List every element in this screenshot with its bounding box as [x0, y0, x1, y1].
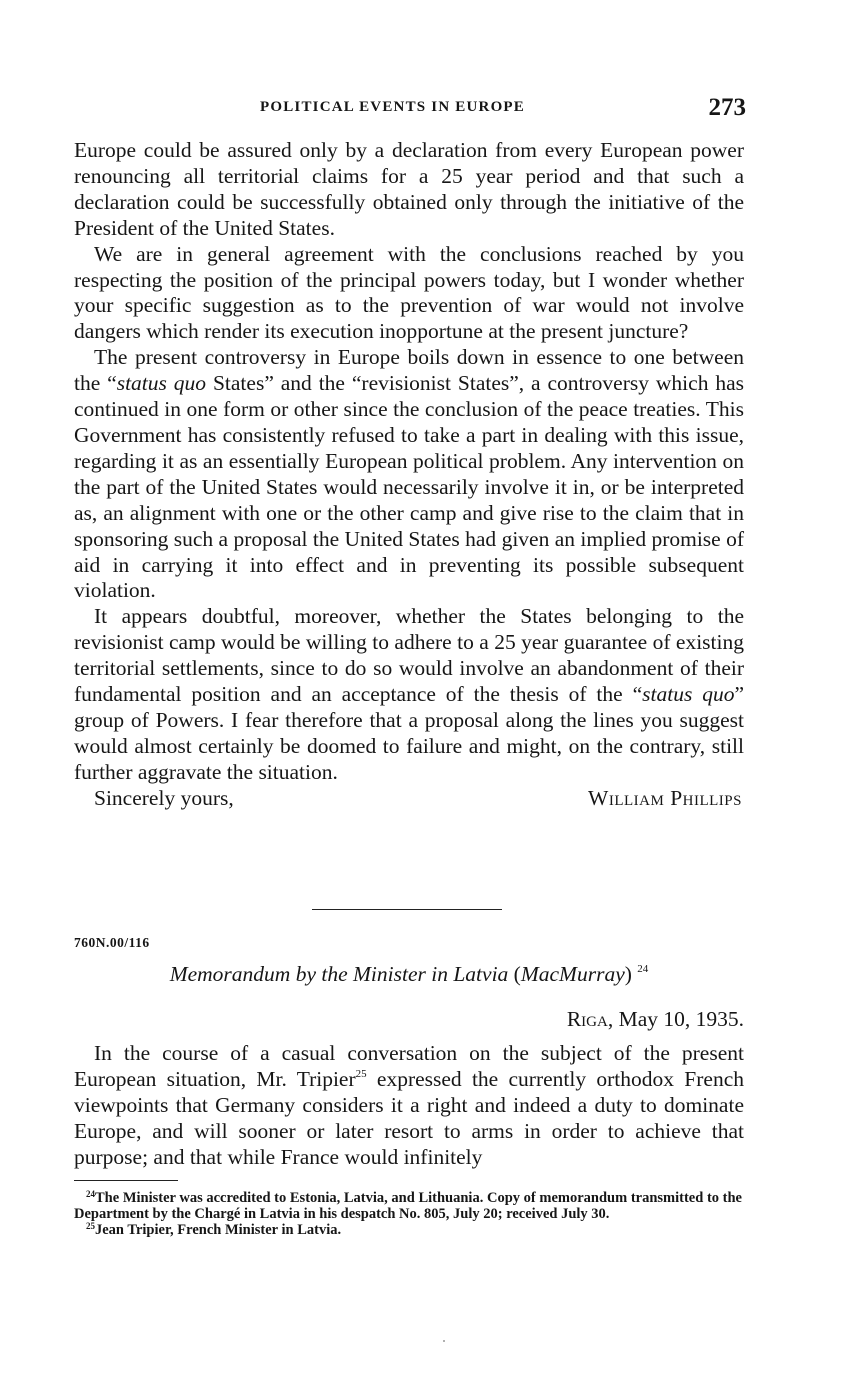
- date-city: Riga: [566, 1007, 608, 1031]
- page-header: [74, 94, 746, 122]
- page-number: 273: [708, 94, 746, 121]
- memo-title-paren-open: (: [508, 962, 521, 986]
- memo-body: [74, 1041, 744, 1171]
- letter-paragraph-1: Europe could be assured only by a declaration from every European power renouncing all territorial claims for a 25 year period and that such a declaration could be successfully obtained only through the initiative of the President of the United States.: [74, 138, 744, 240]
- letter-paragraph-4-text-b: ” group of Powers. I fear therefore that a proposal along the lines you suggest would almost certainly be doomed to failure and might, on the contrary, still further aggravate the situation.: [74, 682, 744, 784]
- footnote-ref[interactable]: 24: [637, 963, 649, 975]
- letter-paragraph-4: [74, 604, 744, 785]
- memo-paragraph-1-text-b: expressed the currently orthodox French viewpoints that Germany considers it a right and indeed a duty to dominate Europe, and will sooner or later resort to arms in order to achieve that purpose; and that while France would infinitely: [74, 1066, 744, 1169]
- closing: Sincerely yours,: [94, 785, 234, 810]
- status-quo-term: status quo: [116, 371, 207, 396]
- memo-title-paren-close: ): [624, 962, 632, 986]
- footnote-ref[interactable]: 25: [355, 1067, 367, 1080]
- letter-paragraph-3-text-b: States” and the “revisionist States”, a controversy which has continued in one form or other since the conclusion of the peace treaties. This Government has consistently refused to take a part in dealing with this issue, regarding it as an essentially European political problem. Any intervention on the part of the United States would necessarily involve it in, or be interpreted as, an alignment with one or the other camp and give rise to the claim that in sponsoring such a proposal the United States had given an implied promise of aid in carrying it into effect and in preventing its possible subsequent violation.: [74, 371, 744, 603]
- letter-paragraph-3: [74, 345, 744, 604]
- footnote-mark: 24: [86, 1189, 95, 1199]
- dateline: [567, 1007, 744, 1032]
- file-number: 760N.00/116: [74, 935, 150, 950]
- signature: William Phillips: [588, 785, 742, 810]
- memo-paragraph-1: [74, 1041, 744, 1171]
- footnote-mark: 25: [86, 1221, 95, 1231]
- date-text: , May 10, 1935.: [607, 1007, 744, 1031]
- letter-body: [74, 138, 744, 812]
- letter-signoff: [74, 786, 744, 812]
- footnotes: [74, 1190, 742, 1238]
- letter-paragraph-4-text-a: It appears doubtful, moreover, whether the States belonging to the revisionist camp would be willing to adhere to a 25 year guarantee of existing territorial settlements, since to do so would involve an abandonment of their fundamental position and an acceptance of the thesis of the “: [74, 604, 744, 707]
- footnote-text: The Minister was accredited to Estonia, Latvia, and Lithuania. Copy of memorandum transmitted to the Department by the Chargé in Latvia in his despatch No. 805, July 20; received July 30.: [74, 1190, 742, 1222]
- scan-speck: [443, 1340, 445, 1342]
- footnote-rule: [74, 1180, 178, 1181]
- section-divider: [312, 909, 502, 910]
- running-title: POLITICAL EVENTS IN EUROPE: [260, 99, 526, 115]
- footnote-text: Jean Tripier, French Minister in Latvia.: [95, 1222, 342, 1238]
- memo-title-name: MacMurray: [520, 962, 625, 986]
- footnote-24: [74, 1190, 742, 1222]
- memo-paragraph-1-text-a: In the course of a casual conversation on the subject of the present European situation, Mr. Tripier: [74, 1041, 744, 1091]
- memo-title-text: Memorandum by the Minister in Latvia: [169, 962, 509, 986]
- footnote-25: [74, 1222, 742, 1238]
- letter-paragraph-2: We are in general agreement with the conclusions reached by you respecting the position of the principal powers today, but I wonder whether your specific suggestion as to the prevention of war would not involve dangers which render its execution inopportune at the present juncture?: [74, 241, 744, 344]
- letter-paragraph-3-text-a: The present controversy in Europe boils down in essence to one between the “: [74, 345, 744, 396]
- status-quo-term: status quo: [642, 682, 735, 707]
- memo-title: [74, 962, 744, 987]
